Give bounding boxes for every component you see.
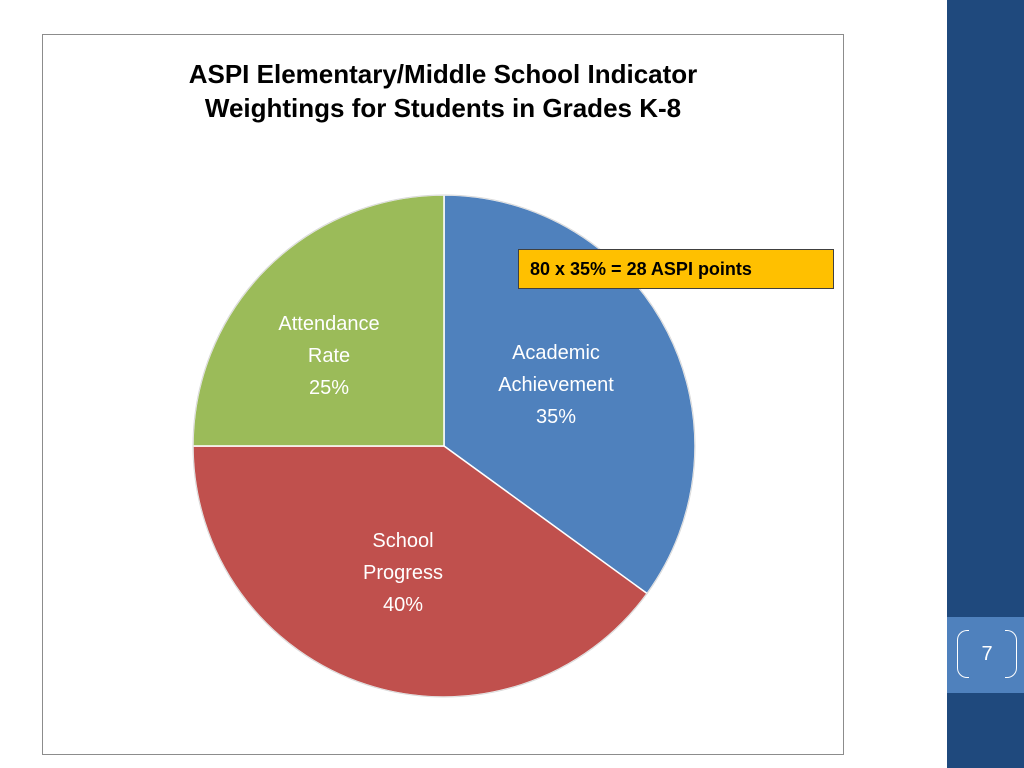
chart-title-line-1: ASPI Elementary/Middle School Indicator bbox=[188, 59, 698, 89]
right-bracket-icon bbox=[1005, 630, 1017, 678]
pie-slice-label-line: 35% bbox=[535, 406, 577, 428]
pie-slice-label-line: Achievement bbox=[498, 374, 614, 396]
pie-slice-label-line: 25% bbox=[308, 377, 350, 399]
pie-slice-label-line: Rate bbox=[307, 345, 351, 367]
pie-slice-label-line: Academic bbox=[512, 342, 600, 364]
pie-slice-label-line: 40% bbox=[382, 594, 424, 616]
left-bracket-icon bbox=[957, 630, 969, 678]
chart-title-line-2: Weightings for Students in Grades K-8 bbox=[204, 93, 682, 123]
page-number: 7 bbox=[981, 643, 993, 665]
pie-slice-label-line: School bbox=[372, 530, 434, 552]
pie-slice-label-line: Progress bbox=[362, 562, 444, 584]
pie-slice-label-line: Attendance bbox=[278, 313, 380, 335]
callout-annotation: 80 x 35% = 28 ASPI points bbox=[518, 249, 834, 289]
